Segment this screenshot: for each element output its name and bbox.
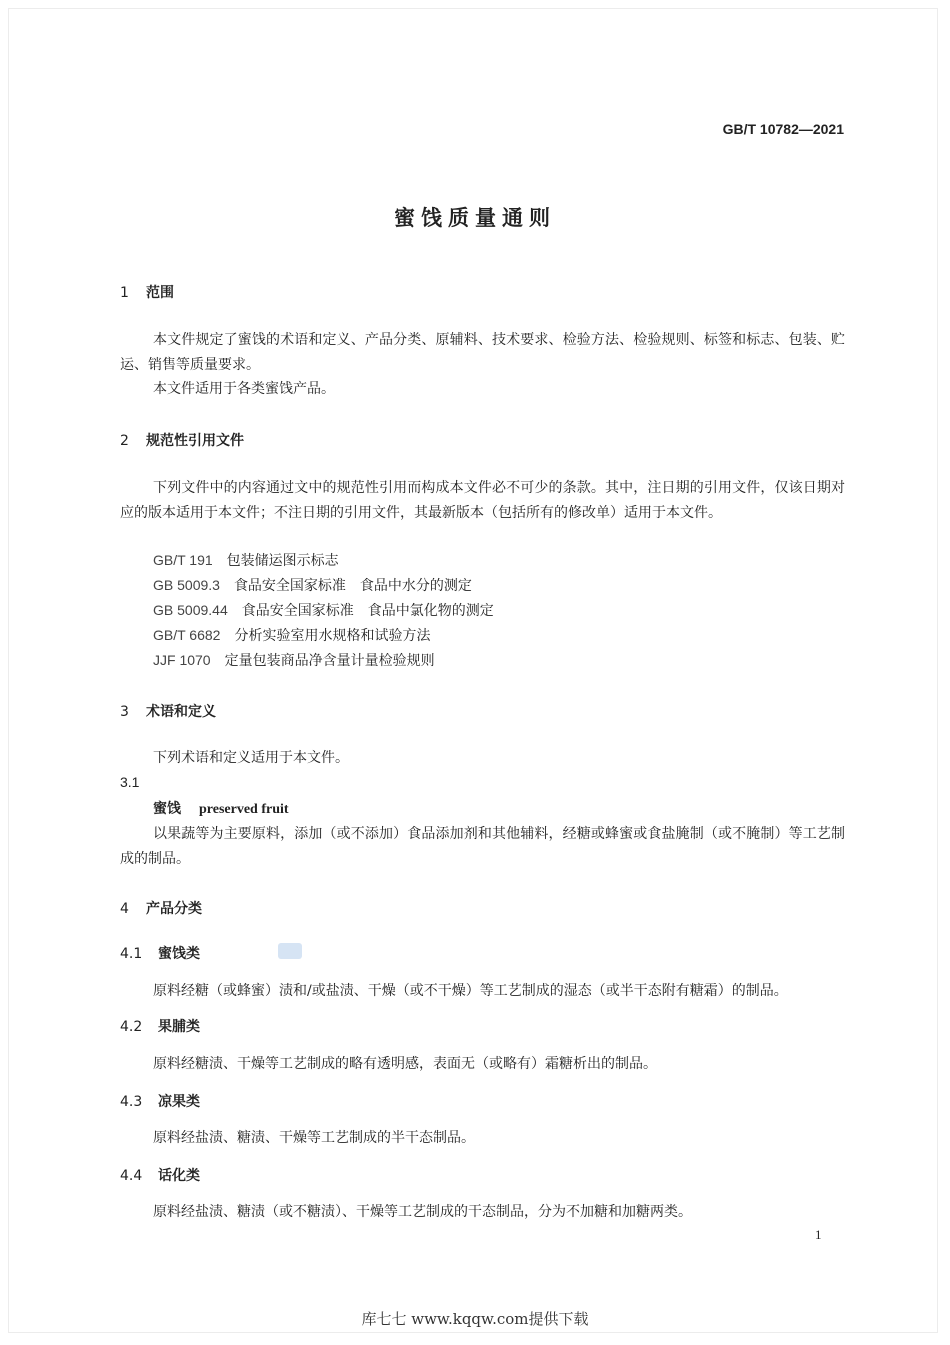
reference-title: 定量包装商品净含量计量检验规则 — [224, 653, 435, 669]
term-heading — [153, 798, 289, 818]
section-number: 1 — [120, 285, 129, 301]
section-title: 范围 — [146, 285, 174, 301]
subsection-body — [120, 1200, 845, 1225]
subsection-heading — [120, 1165, 200, 1185]
subsection-title: 凉果类 — [158, 1094, 200, 1110]
paragraph: 以果蔬等为主要原料，添加（或不添加）食品添加剂和其他辅料，经糖或蜂蜜或食盐腌制（或不腌制）等工艺制成的制品。 — [120, 826, 845, 867]
reference-code: JJF 1070 — [153, 652, 211, 668]
subsection-heading — [120, 1091, 200, 1111]
standard-code: GB/T 10782—2021 — [722, 121, 844, 137]
paragraph: 本文件适用于各类蜜饯产品。 — [153, 381, 335, 397]
reference-item — [153, 575, 472, 595]
reference-item — [153, 650, 435, 670]
term-number: 3.1 — [120, 774, 140, 790]
section-1-heading — [120, 282, 174, 302]
paragraph: 原料经糖（或蜂蜜）渍和/或盐渍、干燥（或不干燥）等工艺制成的湿态（或半干态附有糖霜）的制品。 — [153, 983, 788, 999]
paragraph: 下列文件中的内容通过文中的规范性引用而构成本文件必不可少的条款。其中，注日期的引用文件，仅该日期对应的版本适用于本文件；不注日期的引用文件，其最新版本（包括所有的修改单）适用于本文件。 — [120, 480, 845, 521]
paragraph: 原料经盐渍、糖渍（或不糖渍）、干燥等工艺制成的干态制品，分为不加糖和加糖两类。 — [153, 1204, 692, 1220]
section-2-heading — [120, 430, 244, 450]
watermark-icon — [278, 943, 302, 959]
section-3-intro — [120, 746, 845, 771]
section-2-body — [120, 476, 845, 525]
section-number: 2 — [120, 433, 129, 449]
section-title: 规范性引用文件 — [146, 433, 244, 449]
section-3-heading — [120, 701, 216, 721]
subsection-title: 话化类 — [158, 1168, 200, 1184]
reference-title: 食品安全国家标准 食品中氯化物的测定 — [241, 603, 494, 619]
document-title: 蜜饯质量通则 — [394, 206, 556, 230]
subsection-heading — [120, 1016, 200, 1036]
section-title: 术语和定义 — [146, 704, 216, 720]
reference-title: 食品安全国家标准 食品中水分的测定 — [233, 578, 472, 594]
reference-code: GB 5009.3 — [153, 577, 220, 593]
term-definition — [120, 822, 845, 871]
term-english: preserved fruit — [199, 802, 289, 817]
reference-code: GB/T 191 — [153, 552, 213, 568]
reference-item — [153, 625, 430, 645]
subsection-heading — [120, 943, 200, 963]
paragraph: 原料经糖渍、干燥等工艺制成的略有透明感，表面无（或略有）霜糖析出的制品。 — [153, 1056, 657, 1072]
section-1-body — [120, 328, 845, 402]
reference-item — [153, 600, 494, 620]
subsection-body — [120, 1052, 845, 1077]
subsection-body — [120, 979, 845, 1004]
term-chinese: 蜜饯 — [153, 801, 181, 817]
paragraph: 下列术语和定义适用于本文件。 — [153, 750, 349, 766]
paragraph: 本文件规定了蜜饯的术语和定义、产品分类、原辅料、技术要求、检验方法、检验规则、标签和标志、包装、贮运、销售等质量要求。 — [120, 332, 845, 373]
reference-title: 包装储运图示标志 — [226, 553, 339, 569]
reference-title: 分析实验室用水规格和试验方法 — [234, 628, 431, 644]
section-4-heading — [120, 898, 202, 918]
reference-code: GB/T 6682 — [153, 627, 221, 643]
subsection-number: 4.1 — [120, 946, 143, 962]
subsection-number: 4.2 — [120, 1019, 143, 1035]
section-title: 产品分类 — [146, 901, 202, 917]
section-number: 4 — [120, 901, 129, 917]
subsection-number: 4.3 — [120, 1094, 143, 1110]
download-footer: 库七七 www.kqqw.com提供下载 — [361, 1310, 589, 1328]
page-number: 1 — [815, 1227, 822, 1242]
subsection-body — [120, 1126, 845, 1151]
subsection-title: 果脯类 — [158, 1019, 200, 1035]
subsection-title: 蜜饯类 — [158, 946, 200, 962]
reference-item — [153, 550, 339, 570]
paragraph: 原料经盐渍、糖渍、干燥等工艺制成的半干态制品。 — [153, 1130, 475, 1146]
reference-code: GB 5009.44 — [153, 602, 228, 618]
section-number: 3 — [120, 704, 129, 720]
subsection-number: 4.4 — [120, 1168, 143, 1184]
